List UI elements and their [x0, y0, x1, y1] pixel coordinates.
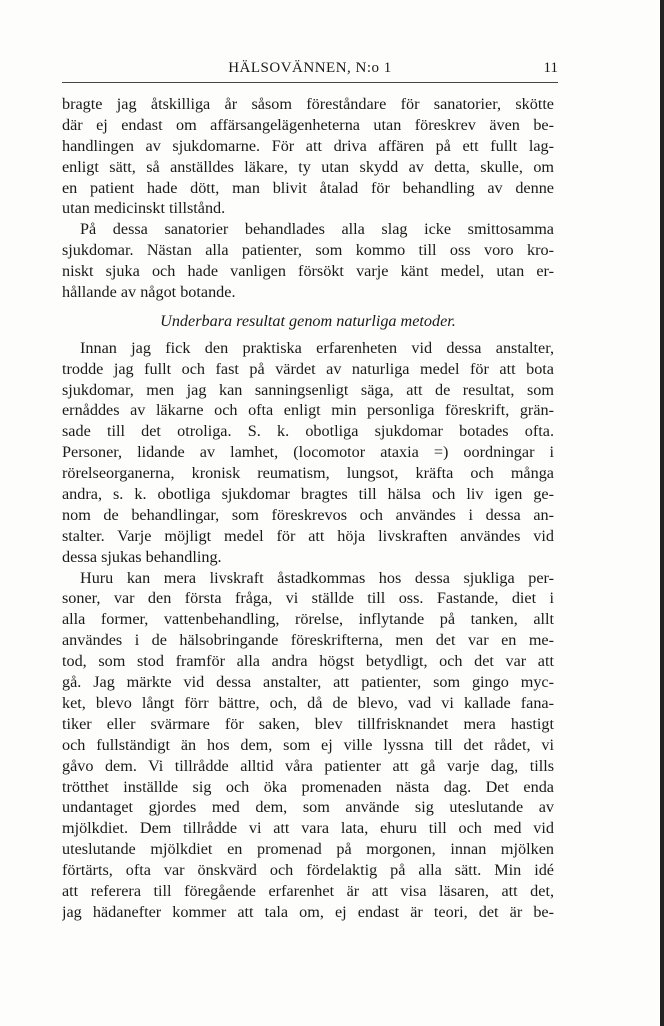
text-line: Innan jag fick den praktiska erfarenheten vid dessa anstalter, — [80, 338, 554, 357]
text-line: utan medicinskt tillstånd. — [62, 199, 226, 218]
text-line: och fullständigt än hos dem, som ej ville lyssna till det rådet, vi — [62, 735, 554, 754]
text-line: dessa sjukas behandling. — [62, 547, 222, 566]
text-line: sade till det otroliga. S. k. obotliga sjukdomar botades ofta. — [62, 422, 554, 441]
text-line: niskt sjuka och hade vanligen försökt varje känt medel, utan er- — [62, 262, 554, 281]
running-header — [62, 60, 558, 82]
text-line: trodde jag fullt och fast på värdet av naturliga medel för att bota — [62, 359, 554, 378]
text-line: Huru kan mera livskraft åstadkommas hos dessa sjukliga per- — [80, 568, 554, 587]
text-line: handlingen av sjukdomarne. För att driva affären på ett fullt lag- — [62, 136, 554, 155]
section-heading: Underbara resultat genom naturliga metoder. — [160, 311, 456, 330]
text-line: tiker eller svärmare för saken, blev tillfrisknandet mera hastigt — [62, 714, 554, 733]
text-line: bragte jag åtskilliga år såsom föreståndare för sanatorier, skötte — [62, 95, 554, 113]
text-line: att referera till föregående erfarenhet är att visa läsaren, att det, — [62, 881, 554, 900]
text-line: På dessa sanatorier behandlades alla slag icke smittosamma — [80, 220, 554, 239]
text-line: uteslutande mjölkdiet en promenad på morgonen, innan mjölken — [62, 840, 554, 859]
text-line: andra, s. k. obotliga sjukdomar bragtes till hälsa och liv igen ge- — [62, 485, 554, 504]
text-line: förtärts, ofta var önskvärd och fördelaktig på alla sätt. Min idé — [62, 861, 554, 880]
text-line: användes i de hälsobringande föreskrifterna, men det var en me- — [62, 631, 554, 650]
text-line: hållande av något botande. — [62, 283, 236, 302]
text-line: alla former, vattenbehandling, rörelse, inflytande på tanken, allt — [62, 610, 554, 629]
text-line: sjukdomar. Nästan alla patienter, som kommo till oss voro kro- — [62, 241, 554, 260]
text-line: undantaget gjordes med dem, som använde sig uteslutande av — [62, 798, 554, 817]
text-line: jag hädanefter kommer att tala om, ej endast är teori, det är be- — [62, 902, 554, 921]
text-line: ernåddes av läkarne och ofta enligt min personliga föreskrift, grän- — [62, 401, 554, 420]
text-line: mjölkdiet. Dem tillrådde vi att vara lata, ehuru till och med vid — [62, 819, 554, 838]
text-line: soner, var den första fråga, vi ställde till oss. Fastande, diet i — [62, 589, 554, 608]
page-edge-shadow — [660, 0, 664, 1026]
page-number: 11 — [543, 60, 558, 76]
text-line: ket, blevo långt förr bättre, och, då de blevo, vad vi kallade fana- — [62, 693, 554, 712]
text-line: gå. Jag märkte vid dessa anstalter, att patienter, som gingo myc- — [62, 673, 554, 692]
text-line: tod, som stod framför alla andra högst betydligt, och det var att — [62, 652, 554, 671]
text-line: Personer, lidande av lamhet, (locomotor ataxia =) oordningar i — [62, 443, 554, 462]
text-line: nom de behandlingar, som föreskrevos och användes i dessa an- — [62, 505, 554, 524]
journal-title: HÄLSOVÄNNEN, N:o 1 — [228, 60, 392, 76]
text-line: stalter. Varje möjligt medel för att höja livskraften användes vid — [62, 526, 554, 545]
article-body — [62, 94, 554, 923]
text-line: en patient hade dött, man blivit åtalad för behandling av denne — [62, 178, 554, 197]
text-line: enligt sätt, så anställdes läkare, ty utan skydd av detta, skulle, om — [62, 157, 554, 176]
text-line: gåvo dem. Vi tillrådde alltid våra patienter att gå varje dag, tills — [62, 756, 554, 775]
text-line: där ej endast om affärsangelägenheterna utan föreskrev även be- — [62, 115, 554, 134]
text-line: sjukdomar, men jag kan sanningsenligt säga, att de resultat, som — [62, 380, 554, 399]
text-line: trötthet inställde sig och öka promenaden nästa dag. Det enda — [62, 777, 554, 796]
text-line: rörelseorganerna, kronisk reumatism, lungsot, kräfta och många — [62, 464, 554, 483]
header-rule — [62, 82, 558, 83]
